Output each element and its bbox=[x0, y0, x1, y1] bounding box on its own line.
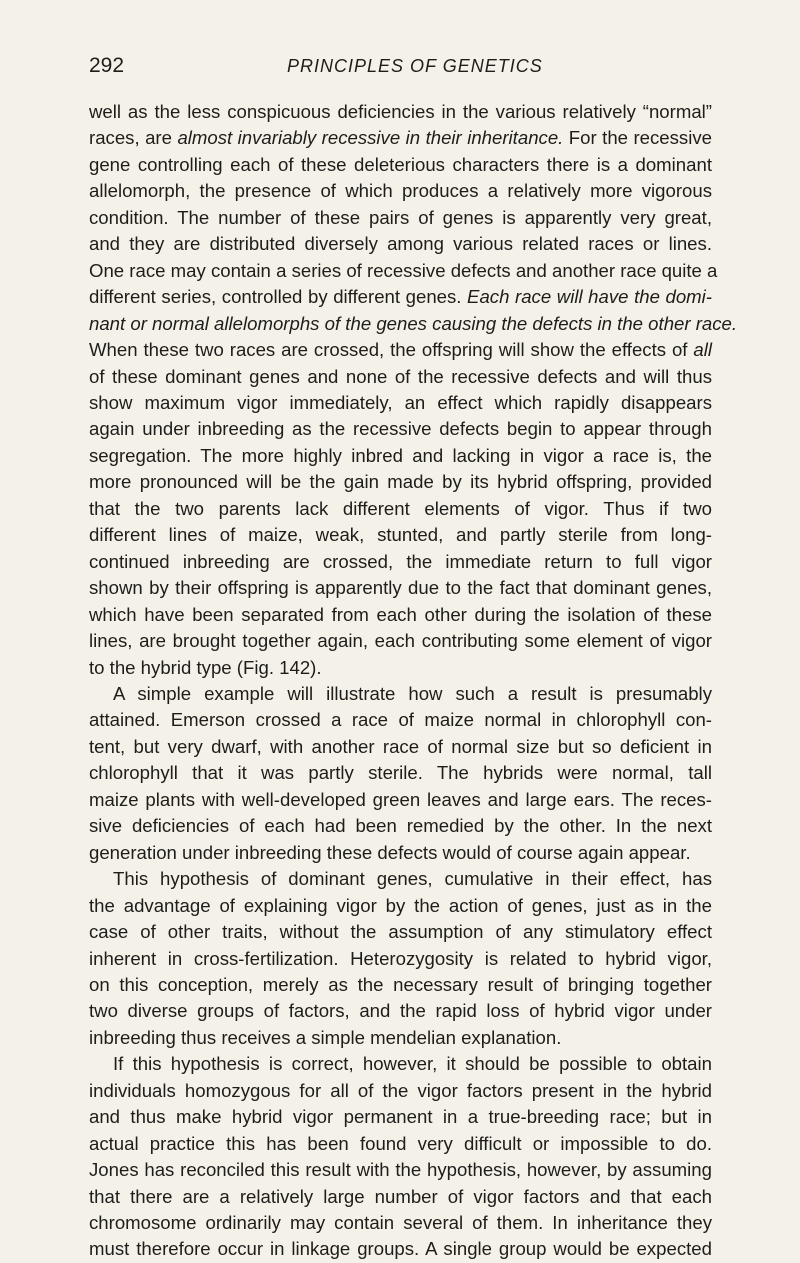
text-run: Jones has reconciled this result with the hypothesis, however, by assuming bbox=[89, 1159, 712, 1181]
text-run: to the hybrid type (Fig. 142). bbox=[89, 656, 322, 678]
text-line bbox=[89, 602, 712, 628]
running-title: PRINCIPLES OF GENETICS bbox=[287, 56, 543, 76]
text-line bbox=[89, 152, 712, 178]
text-line bbox=[89, 1025, 712, 1051]
text-line bbox=[89, 972, 712, 998]
text-line bbox=[89, 707, 712, 733]
text-run: that there are a relatively large number of vigor factors and that each bbox=[89, 1185, 712, 1207]
text-run: continued inbreeding are crossed, the immediate return to full vigor bbox=[89, 550, 712, 572]
text-run: For the recessive bbox=[563, 127, 712, 149]
text-run: maize plants with well-developed green leaves and large ears. The reces- bbox=[89, 788, 712, 810]
text-line bbox=[89, 628, 712, 654]
text-line bbox=[89, 496, 712, 522]
text-line bbox=[89, 416, 712, 442]
text-line bbox=[89, 681, 712, 707]
text-line bbox=[89, 1131, 712, 1157]
text-line bbox=[89, 364, 712, 390]
text-run: that the two parents lack different elements of vigor. Thus if two bbox=[89, 497, 712, 519]
text-line bbox=[89, 178, 712, 204]
text-run: gene controlling each of these deleterious characters there is a dominant bbox=[89, 153, 712, 175]
text-run: show maximum vigor immediately, an effect which rapidly disappears bbox=[89, 391, 712, 413]
text-line bbox=[89, 655, 712, 681]
text-run: different lines of maize, weak, stunted, and partly sterile from long- bbox=[89, 524, 712, 546]
text-run: tent, but very dwarf, with another race of normal size but so deficient in bbox=[89, 735, 712, 757]
text-line bbox=[89, 1078, 712, 1104]
text-line bbox=[89, 337, 712, 363]
text-run: races, are bbox=[89, 127, 178, 149]
text-run: case of other traits, without the assumption of any stimulatory effect bbox=[89, 921, 712, 943]
text-line bbox=[89, 549, 712, 575]
text-run: different series, controlled by different genes. bbox=[89, 286, 468, 308]
text-line bbox=[89, 866, 712, 892]
text-run: and they are distributed diversely among various related races or lines. bbox=[89, 233, 712, 255]
text-line bbox=[89, 1051, 712, 1077]
text-run: generation under inbreeding these defects would of course again appear. bbox=[89, 841, 691, 863]
italic-text: nant or normal allelomorphs of the genes causing the defects in the other race. bbox=[89, 312, 738, 334]
text-run: inherent in cross-fertilization. Heterozygosity is related to hybrid vigor, bbox=[89, 947, 712, 969]
text-run: of these dominant genes and none of the recessive defects and will thus bbox=[89, 365, 712, 387]
text-run: A simple example will illustrate how such a result is presumably bbox=[113, 682, 712, 704]
text-line bbox=[89, 443, 712, 469]
text-line bbox=[89, 311, 738, 337]
text-line bbox=[89, 919, 712, 945]
text-run: chlorophyll that it was partly sterile. The hybrids were normal, tall bbox=[89, 762, 712, 784]
text-line bbox=[89, 99, 712, 125]
text-run: If this hypothesis is correct, however, it should be possible to obtain bbox=[113, 1053, 712, 1075]
text-line bbox=[89, 734, 712, 760]
text-run: lines, are brought together again, each contributing some element of vigor bbox=[89, 630, 712, 652]
text-run: One race may contain a series of recessive defects and another race quite a bbox=[89, 259, 718, 281]
text-run: When these two races are crossed, the offspring will show the effects of bbox=[89, 339, 694, 361]
text-run: the advantage of explaining vigor by the action of genes, just as in the bbox=[89, 894, 712, 916]
italic-text: all bbox=[693, 339, 712, 361]
text-line bbox=[89, 946, 712, 972]
text-line bbox=[89, 813, 712, 839]
text-line bbox=[89, 787, 712, 813]
text-run: condition. The number of these pairs of genes is apparently very great, bbox=[89, 206, 712, 228]
page-number: 292 bbox=[89, 54, 125, 77]
text-run: again under inbreeding as the recessive defects begin to appear through bbox=[89, 418, 712, 440]
text-line bbox=[89, 1104, 712, 1130]
text-run: on this conception, merely as the necessary result of bringing together bbox=[89, 973, 712, 995]
text-run: segregation. The more highly inbred and lacking in vigor a race is, the bbox=[89, 444, 712, 466]
text-run: which have been separated from each other during the isolation of these bbox=[89, 603, 712, 625]
text-line bbox=[89, 205, 712, 231]
text-run: sive deficiencies of each had been remedied by the other. In the next bbox=[89, 815, 712, 837]
text-line bbox=[89, 1184, 712, 1210]
body-text bbox=[89, 99, 738, 1263]
text-run: allelomorph, the presence of which produces a relatively more vigorous bbox=[89, 180, 712, 202]
text-run: more pronounced will be the gain made by its hybrid offspring, provided bbox=[89, 471, 712, 493]
italic-text: Each race will have the domi- bbox=[467, 286, 712, 308]
text-run: This hypothesis of dominant genes, cumulative in their effect, has bbox=[113, 868, 712, 890]
text-line bbox=[89, 998, 712, 1024]
text-run: actual practice this has been found very difficult or impossible to do. bbox=[89, 1132, 712, 1154]
text-run: inbreeding thus receives a simple mendelian explanation. bbox=[89, 1026, 562, 1048]
text-run: attained. Emerson crossed a race of maize normal in chlorophyll con- bbox=[89, 709, 712, 731]
text-run: individuals homozygous for all of the vigor factors present in the hybrid bbox=[89, 1079, 712, 1101]
text-line bbox=[89, 231, 712, 257]
text-line bbox=[89, 1157, 712, 1183]
text-run: must therefore occur in linkage groups. A single group would be expected bbox=[89, 1238, 712, 1260]
text-line bbox=[89, 284, 712, 310]
page-header bbox=[89, 54, 713, 88]
text-line bbox=[89, 893, 712, 919]
text-line bbox=[89, 125, 712, 151]
text-run: two diverse groups of factors, and the rapid loss of hybrid vigor under bbox=[89, 1000, 712, 1022]
text-line bbox=[89, 1236, 712, 1262]
text-line bbox=[89, 760, 712, 786]
text-line bbox=[89, 575, 712, 601]
text-line bbox=[89, 390, 712, 416]
italic-text: almost invariably recessive in their inheritance. bbox=[177, 127, 564, 149]
text-run: and thus make hybrid vigor permanent in a true-breeding race; but in bbox=[89, 1106, 712, 1128]
text-run: shown by their offspring is apparently due to the fact that dominant genes, bbox=[89, 577, 712, 599]
text-line bbox=[89, 258, 718, 284]
text-line bbox=[89, 1210, 712, 1236]
text-run: well as the less conspicuous deficiencies in the various relatively “normal” bbox=[89, 101, 712, 122]
text-line bbox=[89, 469, 712, 495]
text-run: chromosome ordinarily may contain several of them. In inheritance they bbox=[89, 1212, 712, 1234]
text-line bbox=[89, 840, 712, 866]
text-line bbox=[89, 522, 712, 548]
